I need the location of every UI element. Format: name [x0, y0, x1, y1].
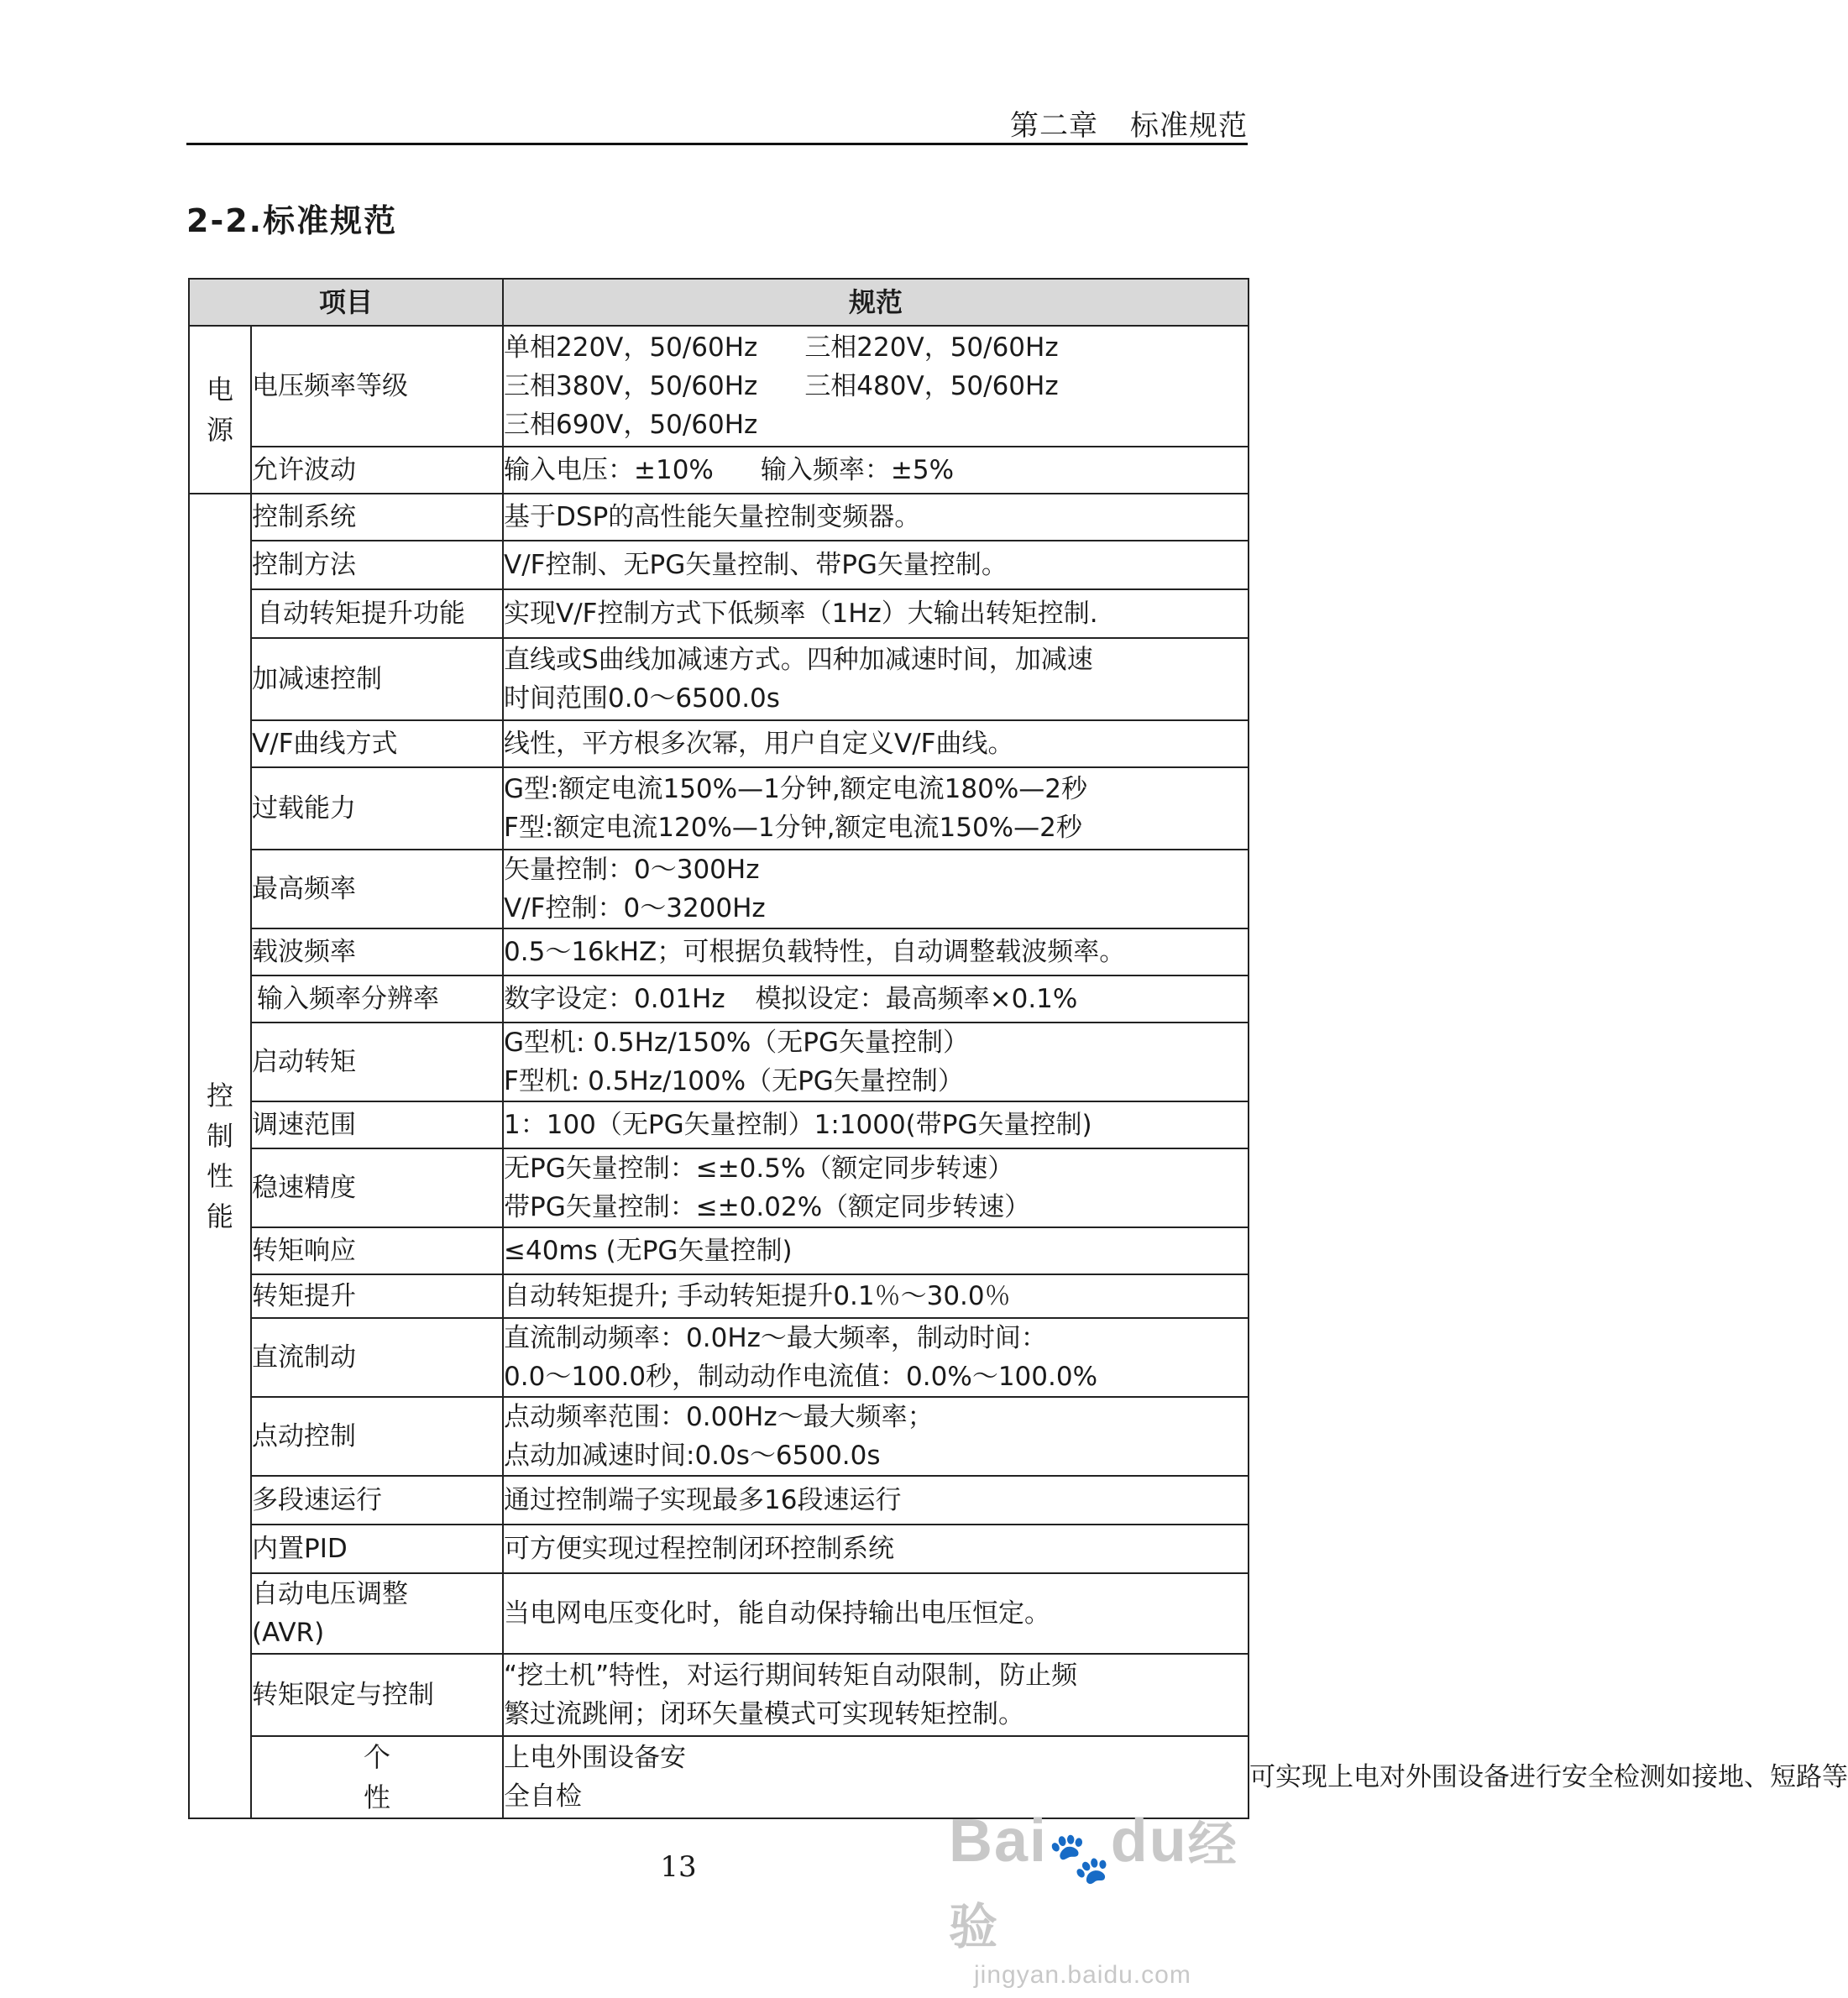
table-row: [189, 589, 1249, 638]
table-header-row: [189, 279, 1249, 326]
item-label: 转矩响应: [251, 1227, 503, 1274]
item-label: 转矩限定与控制: [251, 1654, 503, 1736]
item-label: 自动电压调整 (AVR): [251, 1573, 503, 1654]
spec-value: 线性，平方根多次幂，用户自定义V/F曲线。: [503, 720, 1249, 767]
watermark-logo: Bai🐾du经验: [949, 1807, 1238, 1956]
chapter-number: 第二章: [1010, 109, 1098, 143]
spec-value: G型:额定电流150%—1分钟,额定电流180%—2秒 F型:额定电流120%—1分钟,额定电流150%—2秒: [503, 767, 1249, 850]
spec-table: [188, 278, 1848, 1819]
table-row: [189, 850, 1249, 928]
table-row: [189, 1476, 1249, 1525]
spec-value: V/F控制、无PG矢量控制、带PG矢量控制。: [503, 541, 1249, 589]
item-label: 控制方法: [251, 541, 503, 589]
watermark-url: jingyan.baidu.com: [974, 1961, 1191, 1990]
watermark: [949, 1805, 1259, 1990]
table-row: [189, 541, 1249, 589]
group-power: 电 源: [189, 326, 251, 494]
table-row: [189, 638, 1249, 720]
group-control: 控 制 性 能: [189, 494, 251, 1818]
spec-value: 点动频率范围：0.00Hz～最大频率； 点动加减速时间:0.0s～6500.0s: [503, 1397, 1249, 1476]
item-label: 控制系统: [251, 494, 503, 541]
spec-value: 基于DSP的高性能矢量控制变频器。: [503, 494, 1249, 541]
spec-value: “挖土机”特性，对运行期间转矩自动限制，防止频 繁过流跳闸；闭环矢量模式可实现转矩控制。: [503, 1654, 1249, 1736]
item-label: 过载能力: [251, 767, 503, 850]
item-label: 直流制动: [251, 1318, 503, 1397]
spec-value: 1：100（无PG矢量控制）1:1000(带PG矢量控制): [503, 1101, 1249, 1148]
spec-value: 实现V/F控制方式下低频率（1Hz）大输出转矩控制.: [503, 589, 1249, 638]
header-spec: 规范: [503, 279, 1249, 326]
item-label: 加减速控制: [251, 638, 503, 720]
item-label: 多段速运行: [251, 1476, 503, 1525]
spec-value: 通过控制端子实现最多16段速运行: [503, 1476, 1249, 1525]
spec-value: 无PG矢量控制：≤±0.5%（额定同步转速） 带PG矢量控制：≤±0.02%（额定同步转速）: [503, 1148, 1249, 1227]
table-row: 个 性 上电外围设备安 全自检 可实现上电对外围设备进行安全检测如接地、短路等: [189, 1736, 1249, 1818]
table-row: [189, 1148, 1249, 1227]
chapter-title: 标准规范: [1130, 109, 1248, 143]
spec-value: 0.5～16kHZ；可根据负载特性，自动调整载波频率。: [503, 928, 1249, 975]
spec-value: 当电网电压变化时，能自动保持输出电压恒定。: [503, 1573, 1249, 1654]
spec-value: 自动转矩提升; 手动转矩提升0.1％～30.0％: [503, 1274, 1249, 1318]
item-label: 调速范围: [251, 1101, 503, 1148]
spec-value: 数字设定：0.01Hz 模拟设定：最高频率×0.1%: [503, 975, 1249, 1023]
spec-value: 直流制动频率：0.0Hz～最大频率，制动时间： 0.0～100.0秒，制动动作电流值：0.0%～100.0%: [503, 1318, 1249, 1397]
spec-value: G型机: 0.5Hz/150%（无PG矢量控制） F型机: 0.5Hz/100%（无PG矢量控制）: [503, 1023, 1249, 1101]
spec-value: 可方便实现过程控制闭环控制系统: [503, 1525, 1249, 1573]
chapter-header: [1010, 102, 1248, 144]
item-label: 自动转矩提升功能: [251, 589, 503, 638]
table-row: [189, 494, 1249, 541]
paw-icon: 🐾: [1048, 1829, 1111, 1886]
spec-value: 直线或S曲线加减速方式。四种加减速时间，加减速 时间范围0.0～6500.0s: [503, 638, 1249, 720]
spec-value: 输入电压：±10% 输入频率：±5%: [503, 447, 1249, 494]
item-label: 稳速精度: [251, 1148, 503, 1227]
item-label: 最高频率: [251, 850, 503, 928]
table-row: [189, 326, 1249, 447]
table-row: [189, 1525, 1249, 1573]
item-label: 输入频率分辨率: [251, 975, 503, 1023]
table-row: [189, 975, 1249, 1023]
table-row: [189, 447, 1249, 494]
item-label: 内置PID: [251, 1525, 503, 1573]
table-row: [189, 1573, 1249, 1654]
table-row: [189, 767, 1249, 850]
header-rule: [186, 143, 1248, 145]
table-row: [189, 1274, 1249, 1318]
table-row: [189, 1397, 1249, 1476]
item-label: V/F曲线方式: [251, 720, 503, 767]
spec-value: 矢量控制：0～300Hz V/F控制：0～3200Hz: [503, 850, 1249, 928]
group-personal: 个 性: [251, 1736, 503, 1818]
item-label: 启动转矩: [251, 1023, 503, 1101]
table-row: [189, 1654, 1249, 1736]
section-title: 2-2.标准规范: [186, 202, 398, 239]
item-label: 允许波动: [251, 447, 503, 494]
item-label: 载波频率: [251, 928, 503, 975]
spec-value: ≤40ms (无PG矢量控制): [503, 1227, 1249, 1274]
table-row: [189, 928, 1249, 975]
item-label: 上电外围设备安 全自检: [503, 1736, 1249, 1818]
table-row: [189, 1101, 1249, 1148]
table-row: [189, 1318, 1249, 1397]
table-row: [189, 1023, 1249, 1101]
page-number: 13: [660, 1850, 697, 1884]
table-row: [189, 720, 1249, 767]
header-item: 项目: [189, 279, 503, 326]
spec-value: 单相220V，50/60Hz 三相220V，50/60Hz 三相380V，50/60Hz 三相480V，50/60Hz 三相690V，50/60Hz: [503, 326, 1249, 447]
item-label: 转矩提升: [251, 1274, 503, 1318]
item-label: 电压频率等级: [251, 326, 503, 447]
item-label: 点动控制: [251, 1397, 503, 1476]
table-row: [189, 1227, 1249, 1274]
